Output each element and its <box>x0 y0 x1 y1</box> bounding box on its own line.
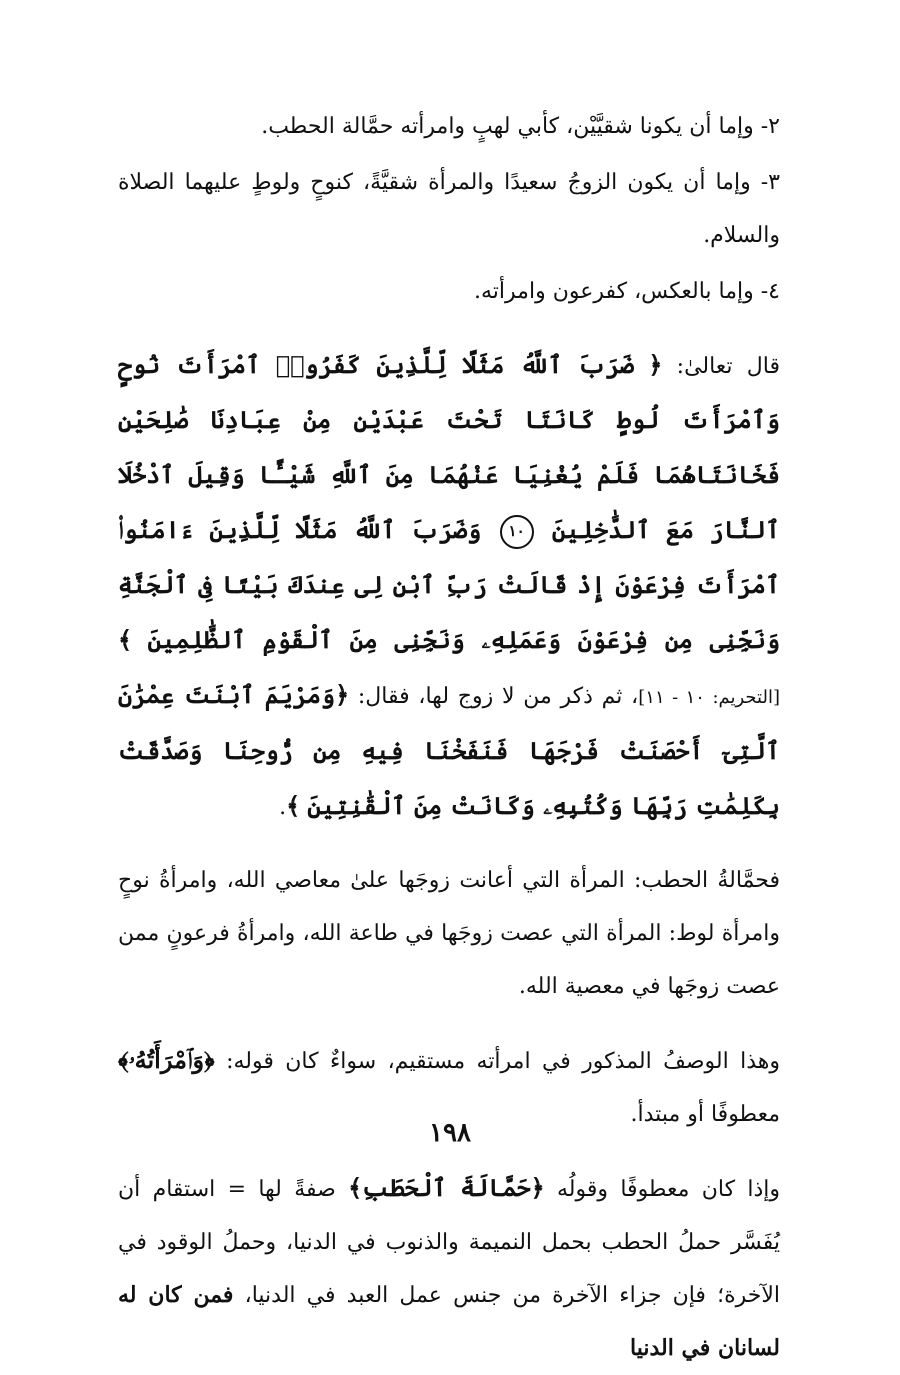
quran-verse-part3: وَمَرْيَمَ ٱبْنَتَ عِمْرَٰنَ ٱلَّتِىٓ أَحْصَنَتْ فَرْجَهَا فَنَفَخْنَا فِيهِ مِن رُّوحِنَا وَصَدَّقَتْ بِكَلِمَٰتِ رَبِّهَا وَكُتُبِهِۦ وَكَانَتْ مِنَ ٱلْقَٰنِتِينَ <box>118 680 780 820</box>
page-number: ١٩٨ <box>429 1118 471 1148</box>
quran-bracket-open-3: ﴿ <box>204 1045 215 1074</box>
paragraph-hattab: فحمَّالةُ الحطب: المرأة التي أعانت زوجَها علىٰ معاصي الله، وامرأةُ نوحٍ وامرأة لوط: المرأة التي عصت زوجَها في طاعة الله، وامرأةُ فرعونٍ ممن عصت زوجَها في معصية الله. <box>118 868 781 999</box>
quran-bracket-close-3: ﴾ <box>118 1045 129 1074</box>
quran-bracket-close-2: ﴾ <box>286 791 301 820</box>
page-body <box>118 100 780 1375</box>
verse-continuation: ، ثم ذكر من لا زوج لها، فقال: <box>357 684 639 709</box>
last-text-before: وإذا كان معطوفًا وقولُه <box>557 1177 781 1202</box>
wasf-text-before: وهذا الوصفُ المذكور في امرأته مستقيم، سواءٌ كان قوله: <box>226 1049 781 1074</box>
ayah-number-10: ١٠ <box>500 515 534 549</box>
quran-bracket-open-4: ﴿ <box>530 1173 545 1202</box>
verse-intro: قال تعالىٰ: <box>676 354 780 379</box>
last-text-after: صفةً لها = استقام أن يُفَسَّر حملُ الحطب بحمل النميمة والذنوب في الدنيا، وحملُ الوقود في الآخرة؛ فإن جزاء الآخرة من جنس عمل العبد في الدنيا، <box>118 1177 781 1308</box>
quran-bracket-close: ﴾ <box>118 625 133 654</box>
quran-bracket-open: ﴿ <box>648 350 663 379</box>
list-item-2: ٢- وإما أن يكونا شقيَّيْن، كأبي لهبٍ وامرأته حمَّالة الحطب. <box>261 114 780 139</box>
quran-word-imraatuhu: وَٱمْرَأَتُهُۥ <box>128 1045 205 1074</box>
quran-bracket-open-2: ﴿ <box>335 680 350 709</box>
quran-phrase-hammalat: حَمَّالَةَ ٱلْحَطَبِ <box>362 1173 531 1202</box>
quran-verse-part2: وَضَرَبَ ٱللَّهُ مَثَلًا لِّلَّذِينَ ءَامَنُوا۟ ٱمْرَأَتَ فِرْعَوْنَ إِذْ قَالَتْ رَبِّ ٱبْنِ لِى عِندَكَ بَيْتًا فِى ٱلْجَنَّةِ وَنَجِّنِى مِن فِرْعَوْنَ وَعَمَلِهِۦ وَنَجِّنِى مِنَ ٱلْقَوْمِ ٱلظَّٰلِمِينَ <box>118 515 781 654</box>
list-item-3: ٣- وإما أن يكون الزوجُ سعيدًا والمرأة شقيَّةً، كنوحٍ ولوطٍ عليهما الصلاة والسلام. <box>118 170 780 248</box>
verse-reference: [التحريم: ١٠ - ١١] <box>638 687 780 708</box>
last-bold-text: فمن كان له لسانان في الدنيا <box>118 1282 780 1361</box>
quran-verse-part1: ضَرَبَ ٱللَّهُ مَثَلًا لِّلَّذِينَ كَفَرُوا۟ ٱمْرَأَتَ نُوحٍ وَٱمْرَأَتَ لُوطٍ كَانَتَا تَحْتَ عَبْدَيْنِ مِنْ عِبَادِنَا صَٰلِحَيْنِ فَخَانَتَاهُمَا فَلَمْ يُغْنِيَا عَنْهُمَا مِنَ ٱللَّهِ شَيْـًٔا وَقِيلَ ٱدْخُلَا ٱلنَّارَ مَعَ ٱلدَّٰخِلِينَ <box>118 350 780 544</box>
verse-paragraph <box>118 338 780 834</box>
verse-end-period: . <box>279 795 287 820</box>
paragraph-last <box>118 1161 780 1375</box>
wasf-text-after: معطوفًا أو مبتدأ. <box>630 1102 780 1127</box>
list-item-4: ٤- وإما بالعكس، كفرعون وامرأته. <box>474 279 780 304</box>
quran-bracket-close-4: ﴾ <box>348 1173 363 1202</box>
